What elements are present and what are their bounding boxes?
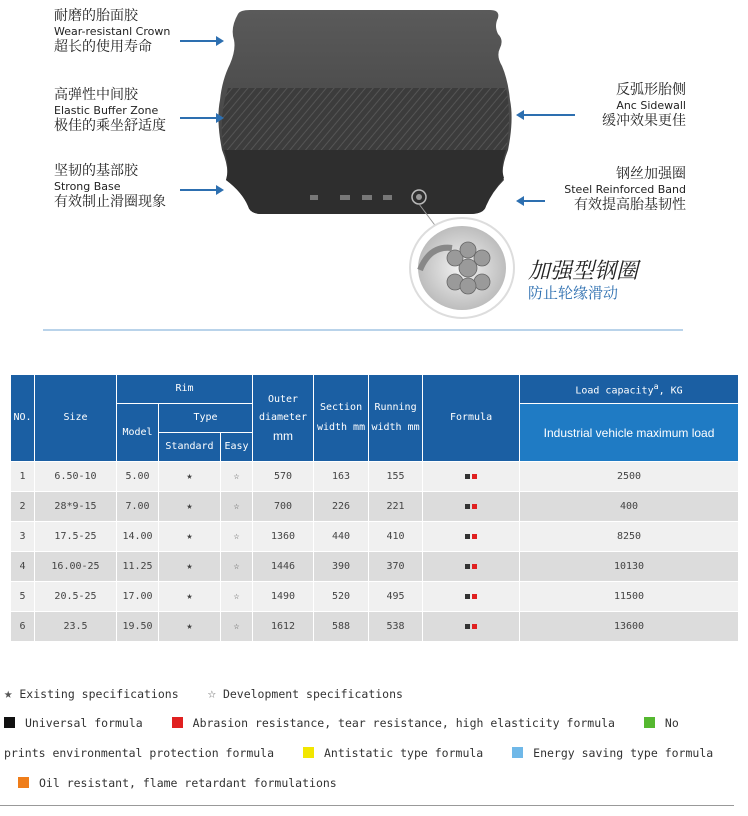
col-header-model: Model: [117, 404, 159, 462]
formula-universal-icon: [465, 534, 470, 539]
cell-model: 14.00: [117, 522, 159, 552]
cell-load: 10130: [520, 552, 739, 582]
col-header-no: NO.: [11, 375, 35, 462]
col-header-formula: Formula: [423, 375, 520, 462]
cell-easy: ☆: [221, 612, 253, 642]
label-en: Steel Reinforced Band: [564, 183, 686, 196]
col-header-section-width: Section width mm: [314, 375, 369, 462]
table-row: [11, 612, 739, 642]
formula-abrasion-icon: [472, 564, 477, 569]
label-cn-desc: 有效提高胎基韧性: [574, 197, 686, 213]
legend-no-prints-1: No: [664, 716, 679, 730]
legend-energy: Energy saving type formula: [533, 746, 714, 760]
cell-formula: [423, 612, 520, 642]
outer-diameter-unit: mm: [273, 429, 294, 443]
cell-running: 221: [369, 492, 423, 522]
legend-specs: [4, 686, 739, 702]
cell-running: 155: [369, 462, 423, 492]
label-cn: 钢丝加强圈: [616, 166, 686, 182]
cell-standard: ★: [159, 552, 221, 582]
cell-formula: [423, 522, 520, 552]
tire-spec-table: [10, 374, 739, 642]
col-header-outer-diameter: [253, 375, 314, 462]
cell-no: 2: [11, 492, 35, 522]
antistatic-swatch-icon: [303, 747, 314, 758]
cell-section: 588: [314, 612, 369, 642]
formula-universal-icon: [465, 624, 470, 629]
label-en: Elastic Buffer Zone: [54, 104, 159, 117]
cell-no: 6: [11, 612, 35, 642]
cell-load: 11500: [520, 582, 739, 612]
label-cn-desc: 缓冲效果更佳: [602, 113, 686, 129]
col-header-type: Type: [159, 404, 253, 433]
cell-formula: [423, 552, 520, 582]
cell-outer: 1360: [253, 522, 314, 552]
wear-resistant-crown-label: [54, 8, 170, 56]
cell-outer: 1612: [253, 612, 314, 642]
reinforced-steel-ring-title: 加强型钢圈: [528, 259, 639, 284]
label-cn: 高弹性中间胶: [54, 87, 138, 103]
cell-standard: ★: [159, 462, 221, 492]
cell-load: 2500: [520, 462, 739, 492]
legend-formulas-row-3: [18, 776, 748, 790]
cell-section: 163: [314, 462, 369, 492]
formula-abrasion-icon: [472, 594, 477, 599]
formula-abrasion-icon: [472, 534, 477, 539]
cell-no: 1: [11, 462, 35, 492]
label-en: Anc Sidewall: [616, 99, 686, 112]
cell-running: 410: [369, 522, 423, 552]
cell-model: 19.50: [117, 612, 159, 642]
col-header-industrial-vehicle: Industrial vehicle maximum load: [520, 404, 739, 462]
bottom-divider: [0, 805, 734, 806]
steel-reinforced-band-label: [564, 166, 686, 214]
table-row: [11, 582, 739, 612]
arrow-right-icon: [180, 40, 220, 42]
legend-antistatic: Antistatic type formula: [323, 746, 484, 760]
label-cn: 反弧形胎侧: [616, 82, 686, 98]
star-outline-icon: ☆: [207, 686, 216, 702]
cell-load: 8250: [520, 522, 739, 552]
label-cn: 坚韧的基部胶: [54, 163, 138, 179]
cell-standard: ★: [159, 522, 221, 552]
cell-section: 440: [314, 522, 369, 552]
legend-existing: Existing specifications: [19, 687, 179, 701]
label-cn-desc: 有效制止滑圈现象: [54, 194, 166, 210]
arc-sidewall-label: [602, 82, 686, 130]
legend-formulas-row-1: [4, 716, 739, 730]
formula-abrasion-icon: [472, 474, 477, 479]
cell-section: 226: [314, 492, 369, 522]
cell-model: 11.25: [117, 552, 159, 582]
energy-swatch-icon: [512, 747, 523, 758]
cell-size: 17.5-25: [35, 522, 117, 552]
cell-load: 13600: [520, 612, 739, 642]
cell-model: 5.00: [117, 462, 159, 492]
cell-size: 28*9-15: [35, 492, 117, 522]
load-capacity-text: Load capacity: [575, 385, 654, 397]
label-cn-desc: 极佳的乘坐舒适度: [54, 118, 166, 134]
strong-base-label: [54, 163, 166, 211]
cell-formula: [423, 462, 520, 492]
formula-universal-icon: [465, 594, 470, 599]
legend-oil: Oil resistant, flame retardant formulations: [39, 776, 337, 790]
cell-model: 7.00: [117, 492, 159, 522]
cell-standard: ★: [159, 612, 221, 642]
formula-abrasion-icon: [472, 624, 477, 629]
cell-easy: ☆: [221, 492, 253, 522]
table-row: [11, 462, 739, 492]
outer-diameter-line-2: diameter: [258, 412, 308, 423]
arrow-right-icon: [180, 189, 220, 191]
col-header-size: Size: [35, 375, 117, 462]
cell-standard: ★: [159, 582, 221, 612]
cell-standard: ★: [159, 492, 221, 522]
label-cn: 耐磨的胎面胶: [54, 8, 138, 24]
star-filled-icon: ★: [4, 686, 13, 702]
cell-formula: [423, 492, 520, 522]
load-capacity-unit: , KG: [658, 385, 683, 397]
cell-running: 370: [369, 552, 423, 582]
col-header-standard: Standard: [159, 433, 221, 462]
label-en: Wear-resistanl Crown: [54, 25, 171, 38]
table-row: [11, 492, 739, 522]
abrasion-swatch-icon: [172, 717, 183, 728]
universal-swatch-icon: [4, 717, 15, 728]
arrow-right-icon: [180, 117, 220, 119]
label-cn-desc: 超长的使用寿命: [54, 39, 152, 55]
load-capacity-superscript: a: [653, 381, 659, 392]
elastic-buffer-zone-label: [54, 87, 166, 135]
cell-no: 3: [11, 522, 35, 552]
table-row: [11, 552, 739, 582]
legend-no-prints-2: prints environmental protection formula: [4, 746, 275, 760]
cell-outer: 570: [253, 462, 314, 492]
cell-outer: 700: [253, 492, 314, 522]
cell-size: 6.50-10: [35, 462, 117, 492]
tire-structure-diagram: [0, 0, 748, 335]
cell-size: 20.5-25: [35, 582, 117, 612]
col-header-running-width: Running width mm: [369, 375, 423, 462]
legend-universal: Universal formula: [25, 716, 143, 730]
cell-model: 17.00: [117, 582, 159, 612]
cell-no: 5: [11, 582, 35, 612]
arrow-left-icon: [520, 200, 545, 202]
legend-formulas-row-2: [4, 746, 739, 760]
cell-running: 495: [369, 582, 423, 612]
legend-development: Development specifications: [222, 687, 403, 701]
no-prints-swatch-icon: [644, 717, 655, 728]
col-header-easy: Easy: [221, 433, 253, 462]
formula-universal-icon: [465, 504, 470, 509]
col-header-rim: Rim: [117, 375, 253, 404]
reinforced-steel-ring-subtitle: 防止轮缘滑动: [528, 284, 619, 302]
formula-abrasion-icon: [472, 504, 477, 509]
cell-easy: ☆: [221, 462, 253, 492]
arrow-left-icon: [520, 114, 575, 116]
col-header-load-capacity: [520, 375, 739, 404]
section-divider: [43, 329, 683, 331]
formula-universal-icon: [465, 474, 470, 479]
cell-formula: [423, 582, 520, 612]
formula-universal-icon: [465, 564, 470, 569]
cell-easy: ☆: [221, 582, 253, 612]
cell-load: 400: [520, 492, 739, 522]
table-row: [11, 522, 739, 552]
cell-outer: 1490: [253, 582, 314, 612]
cell-size: 16.00-25: [35, 552, 117, 582]
cell-running: 538: [369, 612, 423, 642]
cell-size: 23.5: [35, 612, 117, 642]
label-en: Strong Base: [54, 180, 121, 193]
cell-outer: 1446: [253, 552, 314, 582]
cell-section: 520: [314, 582, 369, 612]
outer-diameter-line-1: Outer: [267, 394, 299, 405]
oil-swatch-icon: [18, 777, 29, 788]
cell-section: 390: [314, 552, 369, 582]
cell-easy: ☆: [221, 552, 253, 582]
legend-abrasion: Abrasion resistance, tear resistance, high elasticity formula: [192, 716, 615, 730]
cell-easy: ☆: [221, 522, 253, 552]
cell-no: 4: [11, 552, 35, 582]
